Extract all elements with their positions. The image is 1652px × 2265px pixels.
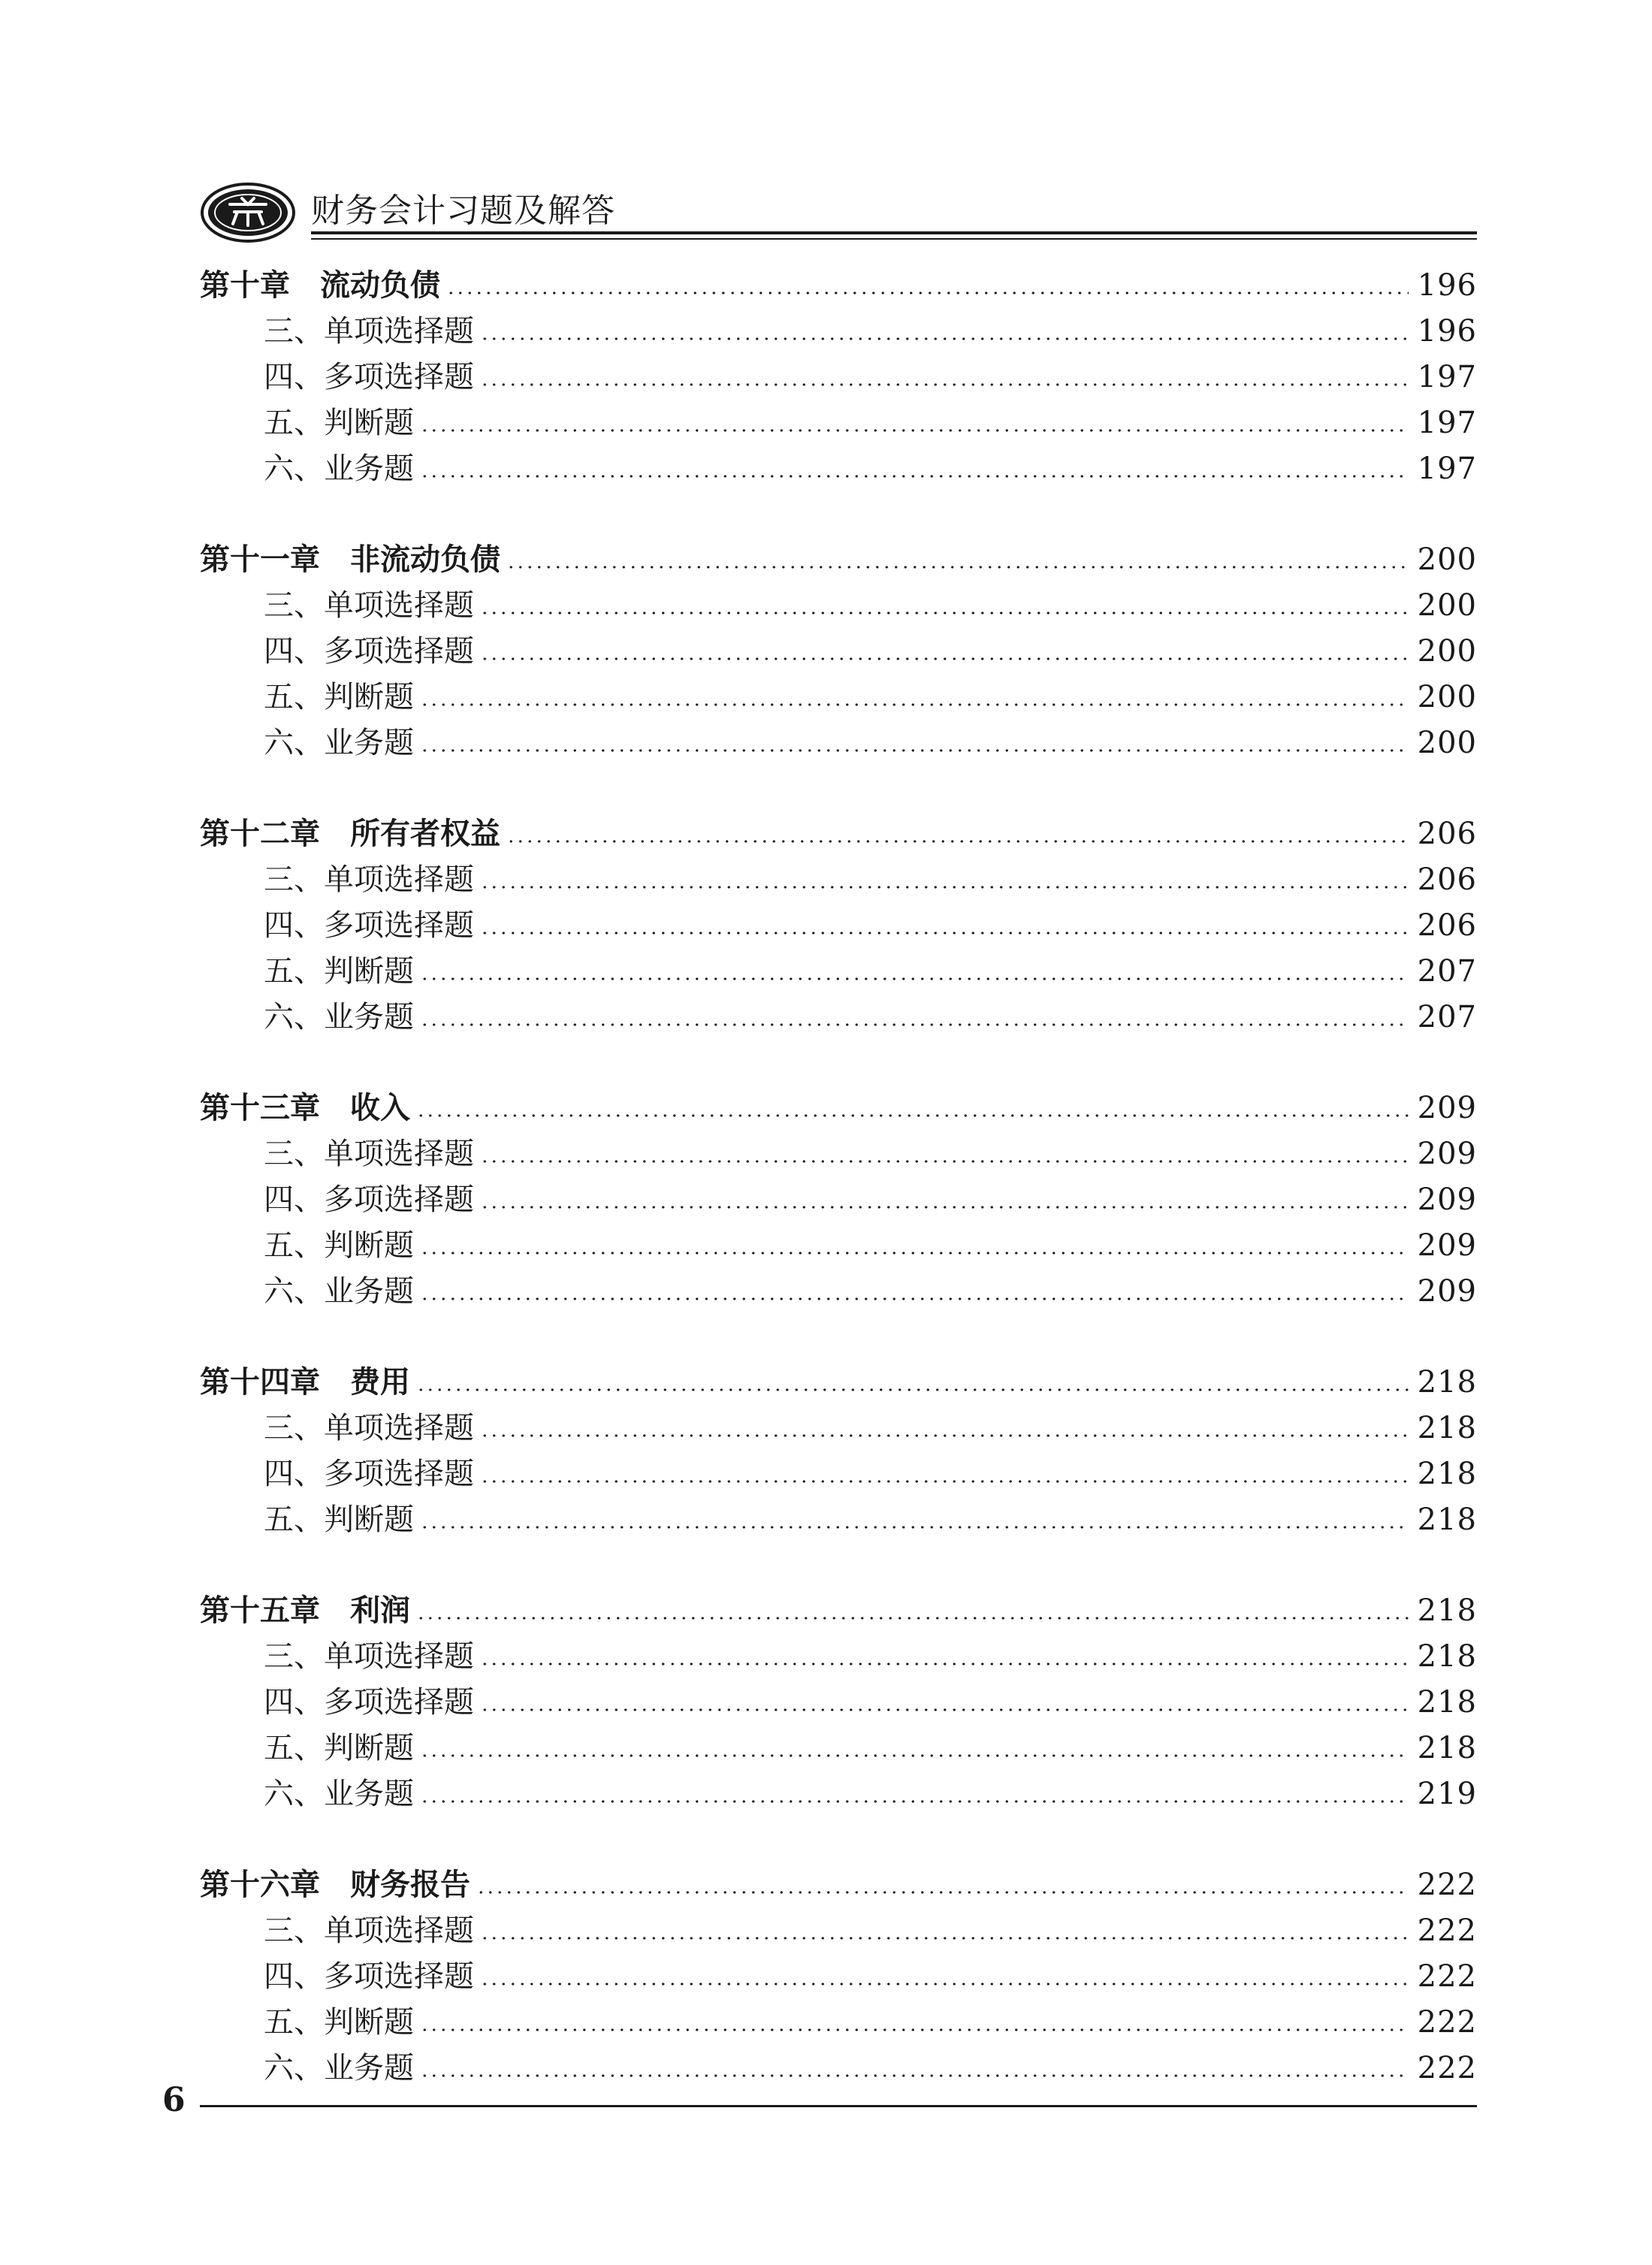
toc-section-entry-page: 200 — [1409, 583, 1477, 629]
toc-chapter-entry-title: 第十章 流动负债 — [200, 263, 443, 309]
toc-section-entry-title: 四、多项选择题 — [200, 629, 477, 675]
toc-section-entry-page: 209 — [1409, 1269, 1477, 1315]
toc-section-entry[interactable] — [200, 1634, 1477, 1680]
toc-section-entry[interactable] — [200, 857, 1477, 903]
toc-chapter-entry-page: 222 — [1409, 1862, 1477, 1908]
toc-chapter-entry-page: 218 — [1409, 1588, 1477, 1634]
toc-chapter-entry-page: 200 — [1409, 537, 1477, 583]
dot-leader — [477, 1954, 1409, 2000]
dot-leader — [477, 583, 1409, 629]
toc-section-entry-title: 四、多项选择题 — [200, 355, 477, 400]
toc-section-entry[interactable] — [200, 1726, 1477, 1771]
toc-section-entry[interactable] — [200, 675, 1477, 720]
toc-section-entry[interactable] — [200, 1177, 1477, 1223]
book-title: 财务会计习题及解答 — [311, 192, 615, 230]
toc-section-entry-page: 218 — [1409, 1634, 1477, 1680]
toc-section-entry[interactable] — [200, 720, 1477, 766]
toc-chapter-entry-page: 206 — [1409, 811, 1477, 857]
toc-chapter-entry[interactable] — [200, 263, 1477, 309]
toc-section-entry[interactable] — [200, 629, 1477, 675]
toc-chapter-entry[interactable] — [200, 537, 1477, 583]
toc-chapter — [200, 1360, 1477, 1543]
toc-section-entry-title: 五、判断题 — [200, 1726, 417, 1771]
toc-section-entry-title: 三、单项选择题 — [200, 1634, 477, 1680]
dot-leader — [473, 1862, 1409, 1908]
toc-section-entry-page: 222 — [1409, 2000, 1477, 2046]
dot-leader — [477, 309, 1409, 355]
toc-section-entry-title: 六、业务题 — [200, 1771, 417, 1817]
toc-chapter-entry[interactable] — [200, 1086, 1477, 1131]
toc-section-entry-title: 五、判断题 — [200, 1497, 417, 1543]
toc-chapter-entry-title: 第十五章 利润 — [200, 1588, 413, 1634]
toc-chapter-entry-title: 第十四章 费用 — [200, 1360, 413, 1406]
header-rule-thick — [311, 231, 1477, 234]
running-header — [200, 177, 1477, 237]
dot-leader — [477, 355, 1409, 400]
toc-chapter — [200, 537, 1477, 766]
toc-section-entry-page: 218 — [1409, 1497, 1477, 1543]
page-footer — [162, 2081, 1477, 2126]
toc-section-entry-page: 200 — [1409, 675, 1477, 720]
publisher-seal-icon — [200, 182, 296, 243]
toc-section-entry-title: 三、单项选择题 — [200, 309, 477, 355]
toc-section-entry[interactable] — [200, 355, 1477, 400]
dot-leader — [477, 1451, 1409, 1497]
dot-leader — [443, 263, 1409, 309]
toc-chapter-entry-page: 196 — [1409, 263, 1477, 309]
toc-section-entry[interactable] — [200, 1908, 1477, 1954]
dot-leader — [417, 720, 1409, 766]
toc-section-entry-title: 四、多项选择题 — [200, 1954, 477, 2000]
toc-section-entry-title: 六、业务题 — [200, 995, 417, 1040]
toc-section-entry-page: 209 — [1409, 1177, 1477, 1223]
table-of-contents — [200, 263, 1477, 2137]
dot-leader — [477, 1131, 1409, 1177]
toc-section-entry-title: 三、单项选择题 — [200, 583, 477, 629]
toc-chapter-entry[interactable] — [200, 1862, 1477, 1908]
toc-section-entry-page: 200 — [1409, 629, 1477, 675]
footer-rule — [200, 2105, 1477, 2107]
toc-section-entry-page: 206 — [1409, 857, 1477, 903]
toc-section-entry-title: 四、多项选择题 — [200, 1177, 477, 1223]
toc-section-entry[interactable] — [200, 446, 1477, 492]
toc-section-entry[interactable] — [200, 1451, 1477, 1497]
toc-section-entry-title: 六、业务题 — [200, 720, 417, 766]
toc-section-entry-page: 197 — [1409, 355, 1477, 400]
toc-section-entry[interactable] — [200, 1223, 1477, 1269]
toc-section-entry-page: 218 — [1409, 1406, 1477, 1451]
dot-leader — [503, 811, 1409, 857]
toc-section-entry[interactable] — [200, 949, 1477, 995]
dot-leader — [417, 1726, 1409, 1771]
toc-chapter — [200, 811, 1477, 1040]
toc-section-entry-page: 209 — [1409, 1131, 1477, 1177]
toc-section-entry-page: 207 — [1409, 949, 1477, 995]
dot-leader — [477, 1634, 1409, 1680]
toc-chapter-entry-page: 209 — [1409, 1086, 1477, 1131]
toc-section-entry-title: 三、单项选择题 — [200, 857, 477, 903]
toc-section-entry-title: 四、多项选择题 — [200, 1451, 477, 1497]
toc-section-entry-title: 六、业务题 — [200, 2046, 417, 2091]
dot-leader — [477, 629, 1409, 675]
toc-section-entry[interactable] — [200, 1680, 1477, 1726]
toc-section-entry-page: 218 — [1409, 1726, 1477, 1771]
toc-section-entry-page: 209 — [1409, 1223, 1477, 1269]
dot-leader — [417, 995, 1409, 1040]
toc-section-entry[interactable] — [200, 1269, 1477, 1315]
toc-chapter-entry[interactable] — [200, 1588, 1477, 1634]
dot-leader — [413, 1588, 1409, 1634]
dot-leader — [477, 857, 1409, 903]
dot-leader — [477, 1908, 1409, 1954]
toc-section-entry[interactable] — [200, 995, 1477, 1040]
toc-section-entry-title: 六、业务题 — [200, 1269, 417, 1315]
dot-leader — [413, 1086, 1409, 1131]
toc-chapter-entry-title: 第十一章 非流动负债 — [200, 537, 503, 583]
dot-leader — [417, 400, 1409, 446]
toc-section-entry-title: 五、判断题 — [200, 2000, 417, 2046]
toc-section-entry-title: 四、多项选择题 — [200, 903, 477, 949]
toc-section-entry-page: 222 — [1409, 1908, 1477, 1954]
dot-leader — [477, 903, 1409, 949]
toc-section-entry[interactable] — [200, 1954, 1477, 2000]
toc-section-entry-title: 五、判断题 — [200, 675, 417, 720]
toc-section-entry-page: 197 — [1409, 400, 1477, 446]
toc-section-entry[interactable] — [200, 400, 1477, 446]
toc-section-entry[interactable] — [200, 1771, 1477, 1817]
toc-chapter-entry[interactable] — [200, 1360, 1477, 1406]
toc-section-entry-page: 222 — [1409, 2046, 1477, 2091]
toc-chapter-entry-title: 第十二章 所有者权益 — [200, 811, 503, 857]
dot-leader — [417, 446, 1409, 492]
dot-leader — [477, 1177, 1409, 1223]
dot-leader — [417, 1771, 1409, 1817]
toc-section-entry-title: 三、单项选择题 — [200, 1131, 477, 1177]
page-number: 6 — [162, 2081, 186, 2119]
toc-section-entry-page: 197 — [1409, 446, 1477, 492]
header-rule-thin — [311, 238, 1477, 240]
toc-chapter-entry-title: 第十六章 财务报告 — [200, 1862, 473, 1908]
toc-section-entry-page: 207 — [1409, 995, 1477, 1040]
dot-leader — [477, 1680, 1409, 1726]
toc-section-entry-page: 196 — [1409, 309, 1477, 355]
toc-section-entry-title: 三、单项选择题 — [200, 1908, 477, 1954]
toc-section-entry-title: 五、判断题 — [200, 1223, 417, 1269]
toc-section-entry-page: 200 — [1409, 720, 1477, 766]
toc-section-entry-page: 206 — [1409, 903, 1477, 949]
toc-section-entry-title: 四、多项选择题 — [200, 1680, 477, 1726]
toc-section-entry[interactable] — [200, 1406, 1477, 1451]
toc-chapter-entry-title: 第十三章 收入 — [200, 1086, 413, 1131]
toc-section-entry-title: 三、单项选择题 — [200, 1406, 477, 1451]
dot-leader — [417, 675, 1409, 720]
toc-chapter — [200, 1086, 1477, 1315]
toc-chapter-entry-page: 218 — [1409, 1360, 1477, 1406]
toc-chapter — [200, 1588, 1477, 1817]
toc-section-entry[interactable] — [200, 1131, 1477, 1177]
dot-leader — [417, 1497, 1409, 1543]
toc-section-entry[interactable] — [200, 2000, 1477, 2046]
dot-leader — [417, 1269, 1409, 1315]
toc-section-entry-page: 222 — [1409, 1954, 1477, 2000]
toc-section-entry[interactable] — [200, 309, 1477, 355]
dot-leader — [477, 1406, 1409, 1451]
toc-section-entry[interactable] — [200, 903, 1477, 949]
toc-section-entry-title: 六、业务题 — [200, 446, 417, 492]
toc-section-entry[interactable] — [200, 583, 1477, 629]
toc-section-entry-title: 五、判断题 — [200, 400, 417, 446]
dot-leader — [413, 1360, 1409, 1406]
dot-leader — [417, 949, 1409, 995]
toc-section-entry-page: 218 — [1409, 1451, 1477, 1497]
dot-leader — [503, 537, 1409, 583]
toc-section-entry-page: 219 — [1409, 1771, 1477, 1817]
toc-section-entry[interactable] — [200, 1497, 1477, 1543]
dot-leader — [417, 1223, 1409, 1269]
toc-section-entry-title: 五、判断题 — [200, 949, 417, 995]
toc-section-entry-page: 218 — [1409, 1680, 1477, 1726]
toc-chapter — [200, 263, 1477, 492]
toc-chapter-entry[interactable] — [200, 811, 1477, 857]
dot-leader — [417, 2000, 1409, 2046]
toc-chapter — [200, 1862, 1477, 2091]
